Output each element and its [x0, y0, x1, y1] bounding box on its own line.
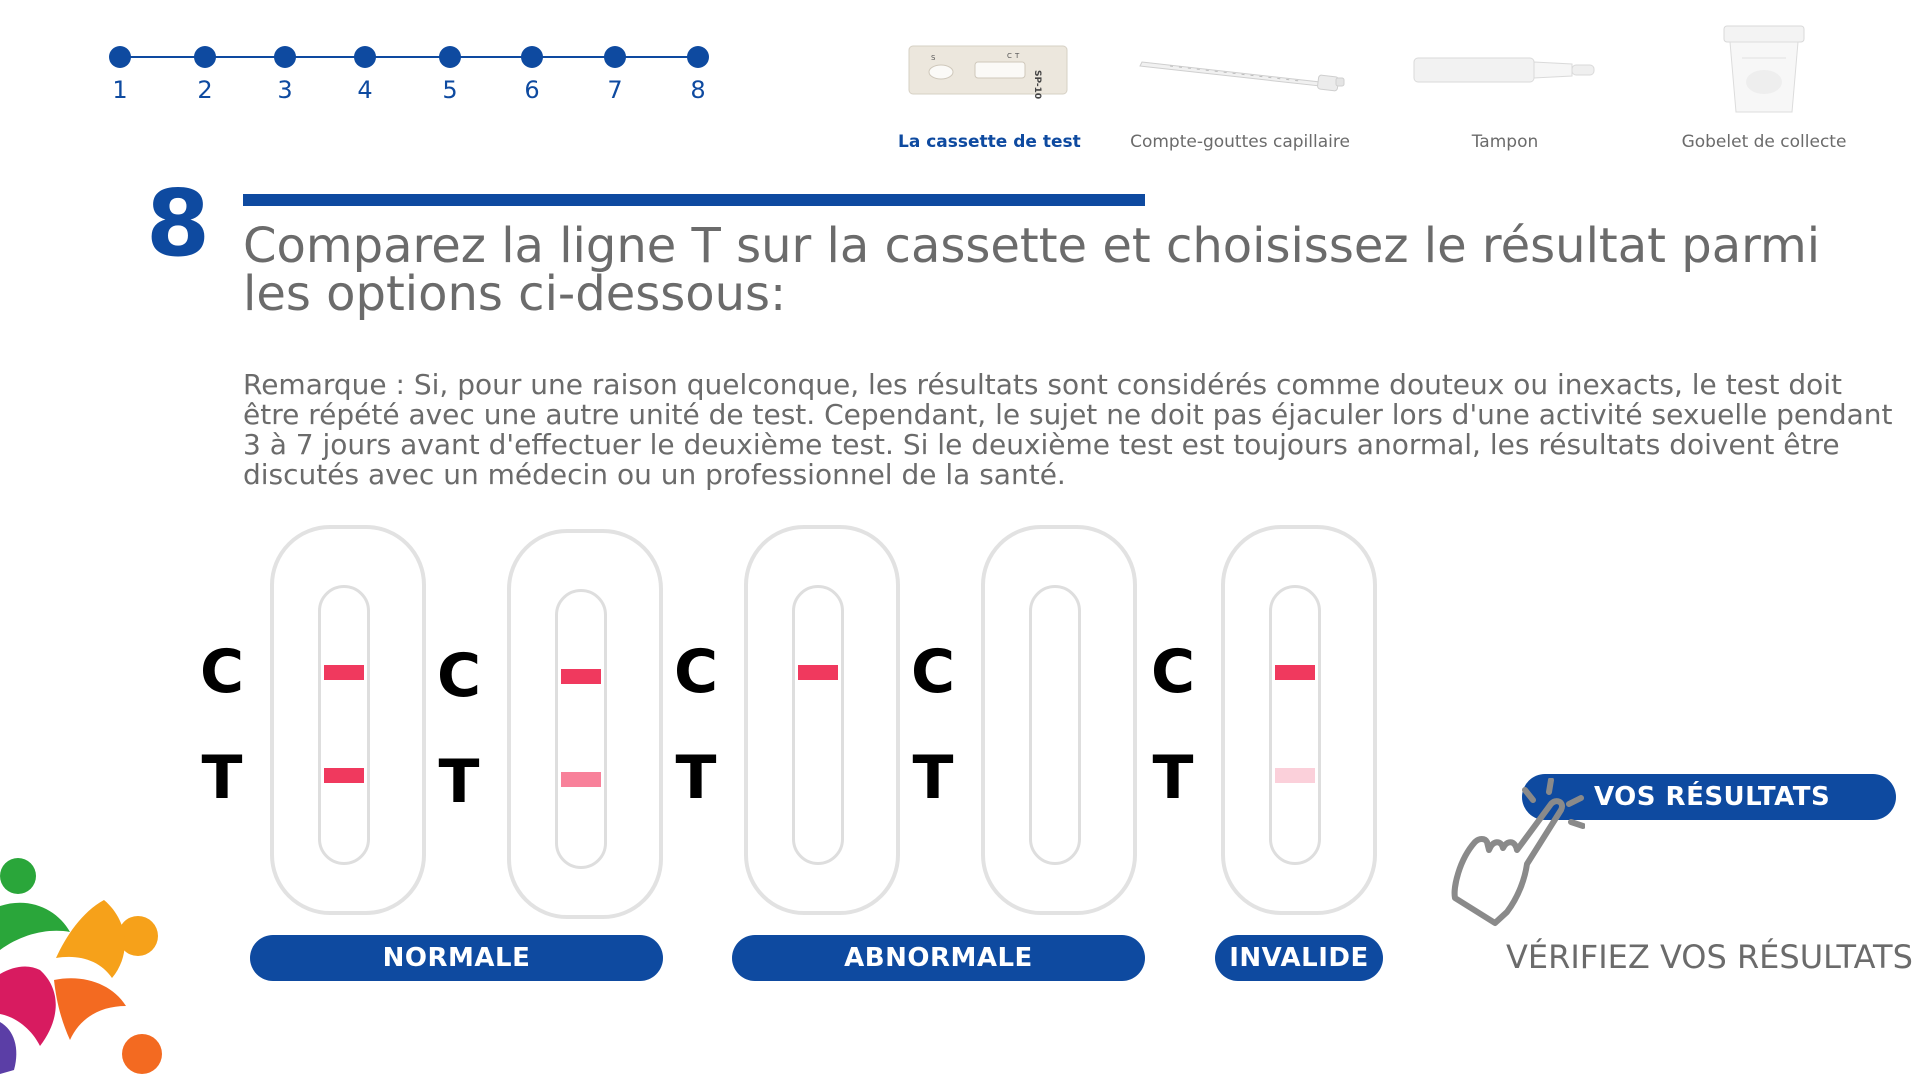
step-number: 3	[277, 76, 293, 104]
step-2[interactable]	[185, 46, 225, 104]
pointing-hand-icon	[1415, 778, 1585, 952]
step-3[interactable]	[265, 46, 305, 104]
verify-results-text: VÉRIFIEZ VOS RÉSULTATS	[1506, 938, 1913, 976]
test-line	[1035, 768, 1075, 783]
control-letter: C	[1150, 637, 1196, 707]
svg-text:SP-10: SP-10	[1032, 70, 1042, 100]
control-line	[1275, 665, 1315, 680]
cassette-window	[1269, 585, 1321, 865]
test-letter: T	[438, 747, 480, 817]
test-letter: T	[912, 743, 954, 813]
your-results-label: VOS RÉSULTATS	[1594, 782, 1831, 812]
step-dot	[109, 46, 131, 68]
cassette-window	[555, 589, 607, 869]
step-number: 6	[524, 76, 540, 104]
step-8[interactable]	[678, 46, 718, 104]
instruction-remark: Remarque : Si, pour une raison quelconque, les résultats sont considérés comme douteux ou inexacts, le test doit être répété avec une autre unité de test. Cependant, le sujet ne doit pas éjaculer lors d'une activité sexuelle pendant 3 à 7 jours avant d'effectuer le deuxième test. Si le deuxième test est toujours anormal, les résultats doivent être discutés avec un médecin ou un professionnel de la santé.	[243, 368, 1893, 491]
test-line	[798, 768, 838, 783]
cassette-window	[1029, 585, 1081, 865]
control-line	[1035, 665, 1075, 680]
dropper-image	[1120, 20, 1360, 120]
kit-item-buffer[interactable]	[1410, 20, 1600, 152]
heading-rule	[243, 194, 1145, 206]
step-number: 4	[357, 76, 373, 104]
control-letter: C	[673, 637, 719, 707]
test-line	[324, 768, 364, 783]
step-dot	[194, 46, 216, 68]
step-number: 7	[607, 76, 623, 104]
result-invalid-button[interactable]: INVALIDE	[1215, 935, 1383, 981]
test-line	[1275, 768, 1315, 783]
result-abnormal-button[interactable]: ABNORMALE	[732, 935, 1145, 981]
kit-item-label: Gobelet de collecte	[1681, 132, 1847, 152]
step-6[interactable]	[512, 46, 552, 104]
step-dot	[604, 46, 626, 68]
step-dot	[439, 46, 461, 68]
test-line	[561, 772, 601, 787]
svg-text:S: S	[931, 54, 936, 62]
control-letter: C	[199, 637, 245, 707]
cassette-window	[318, 585, 370, 865]
step-5[interactable]	[430, 46, 470, 104]
brand-logo	[0, 850, 170, 1080]
instruction-heading: Comparez la ligne T sur la cassette et choisissez le résultat parmi les options ci-dessous:	[243, 218, 1821, 322]
step-1[interactable]	[100, 46, 140, 104]
kit-item-label: La cassette de test	[898, 132, 1081, 152]
step-number: 5	[442, 76, 458, 104]
control-line	[561, 669, 601, 684]
step-number: 2	[197, 76, 213, 104]
svg-text:T: T	[1015, 52, 1020, 60]
control-letter: C	[436, 641, 482, 711]
cassette-window	[792, 585, 844, 865]
collection-cup-image	[1664, 20, 1864, 120]
control-letter: C	[910, 637, 956, 707]
kit-item-label: Compte-gouttes capillaire	[1130, 132, 1350, 152]
step-dot	[354, 46, 376, 68]
buffer-tube-image	[1410, 20, 1600, 120]
test-letter: T	[1152, 743, 1194, 813]
step-number: 8	[690, 76, 706, 104]
step-dot	[274, 46, 296, 68]
step-7[interactable]	[595, 46, 635, 104]
kit-item-cup[interactable]	[1664, 20, 1864, 152]
kit-item-label: Tampon	[1471, 132, 1539, 152]
step-dot	[687, 46, 709, 68]
step-number: 1	[112, 76, 128, 104]
cassette-image	[898, 20, 1078, 120]
result-normal-button[interactable]: NORMALE	[250, 935, 663, 981]
test-letter: T	[675, 743, 717, 813]
control-line	[324, 665, 364, 680]
step-indicator	[112, 46, 706, 106]
step-dot	[521, 46, 543, 68]
step-4[interactable]	[345, 46, 385, 104]
kit-item-dropper[interactable]	[1120, 20, 1360, 152]
svg-text:C: C	[1007, 52, 1012, 60]
control-line	[798, 665, 838, 680]
step-number-large: 8	[146, 170, 211, 277]
test-letter: T	[201, 743, 243, 813]
kit-item-cassette[interactable]	[898, 20, 1081, 152]
